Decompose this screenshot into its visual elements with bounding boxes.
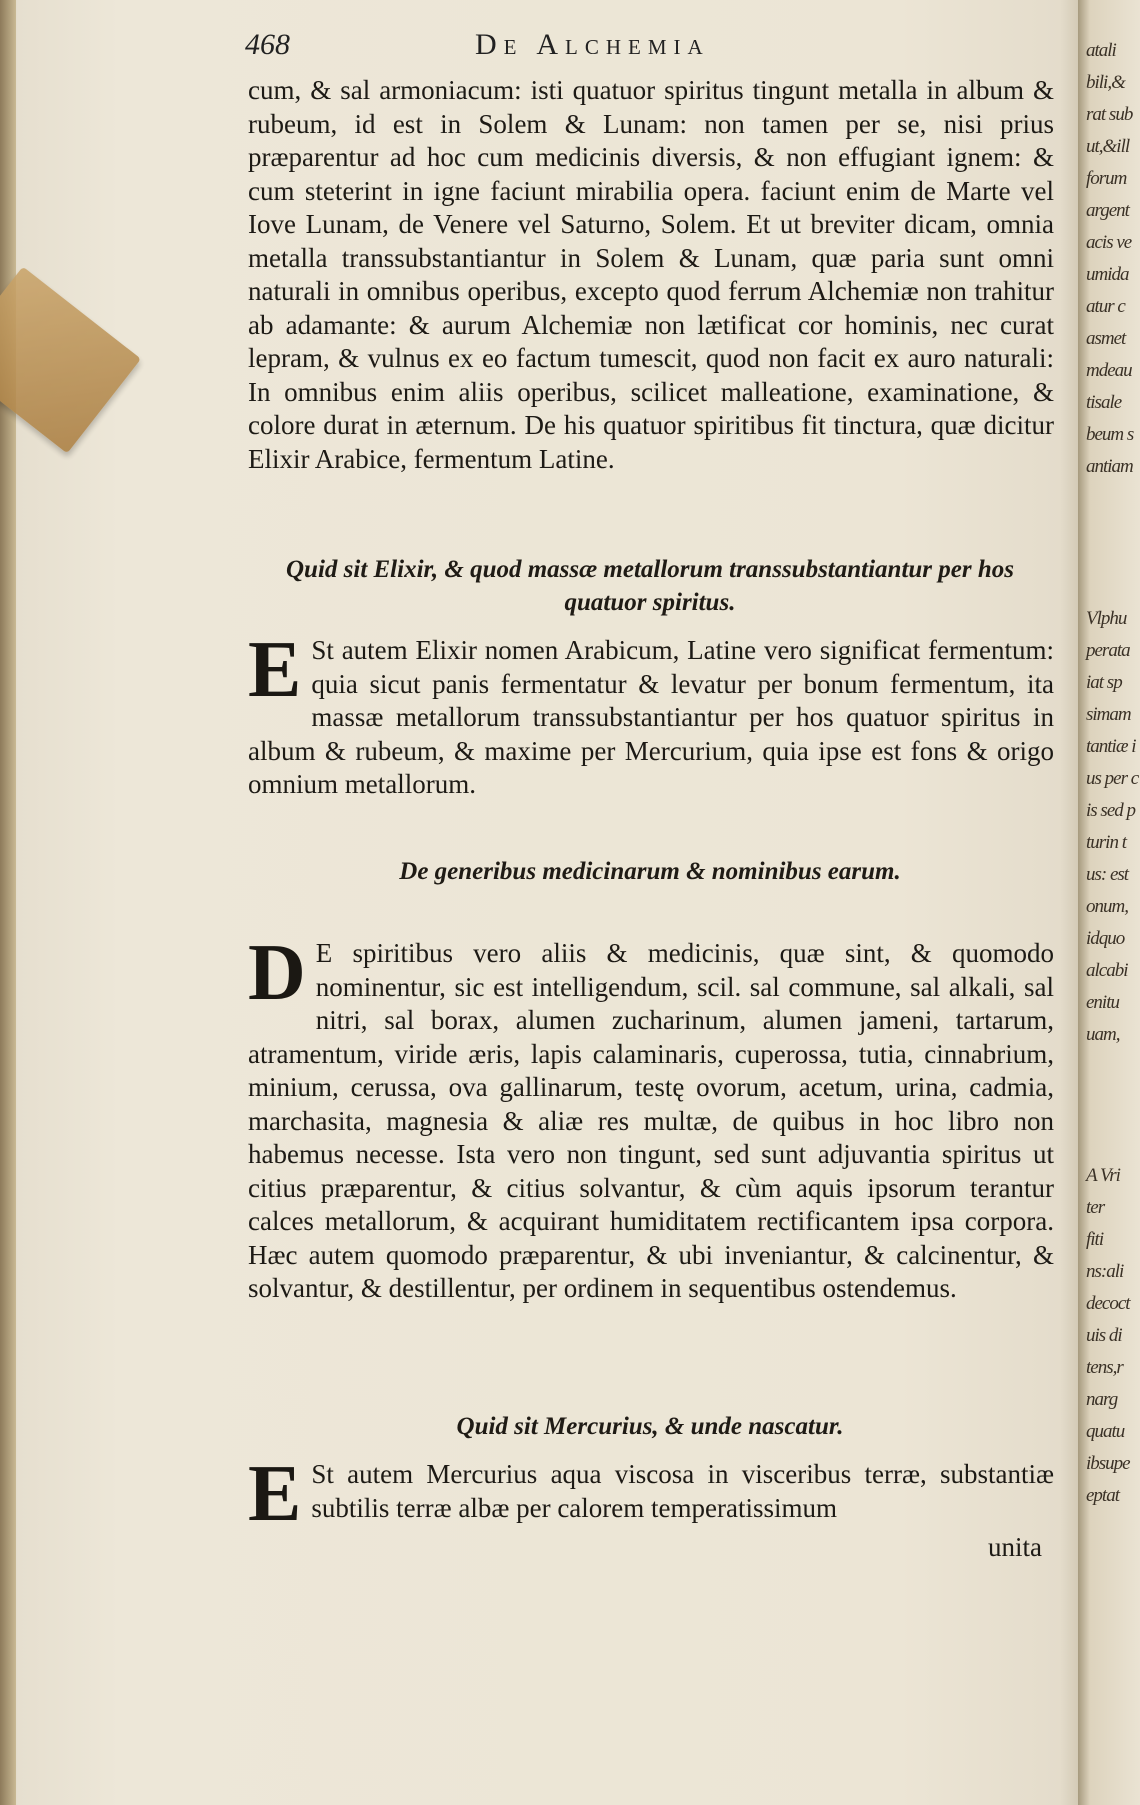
adjacent-page-fragment: ter bbox=[1086, 1197, 1105, 1218]
adjacent-page-fragment: Vlphu bbox=[1086, 608, 1127, 629]
adjacent-page-fragment: quatu bbox=[1086, 1421, 1125, 1442]
section-heading-medicines: De generibus medicinarum & nominibus earum. bbox=[399, 858, 901, 885]
adjacent-page-fragment: onum, bbox=[1086, 896, 1128, 917]
adjacent-page-fragment: tantiæ i bbox=[1086, 736, 1136, 757]
paragraph-text: E spiritibus vero aliis & medicinis, quæ sint, & quomodo nominentur, sic est intelligendum, scil. sal commune, sal alkali, sal nitri, sal borax, alumen zucharinum, alumen jameni, tartarum, atramentum, viride æris, lapis calaminaris, cuperossa, tutia, cinnabrium, minium, cerussa, ova gallinarum, testę ovorum, acetum, urina, cadmia, marchasita, magnesia & aliæ res multæ, de quibus in hoc libro non habemus necesse. Ista vero non tingunt, sed sunt adjuvantia spiritus ut citius præparentur, & citius solvantur, & cùm aquis ipsorum terantur calces metallorum, & acquirant humiditatem rectificantem ipsa corpora. Hæc autem quomodo præparentur, & ubi inveniantur, & calcinentur, & solvantur, & destillentur, per ordinem in sequentibus ostendemus. bbox=[248, 938, 1054, 1303]
adjacent-page-fragment: turin t bbox=[1086, 832, 1126, 853]
drop-cap: D bbox=[248, 929, 306, 1017]
adjacent-page-fragment: decoct bbox=[1086, 1293, 1130, 1314]
section-heading-elixir: Quid sit Elixir, & quod massæ metallorum transsubstantiantur per hos quatuor spiritus. bbox=[285, 556, 1014, 616]
adjacent-page-fragment: tisale bbox=[1086, 392, 1122, 413]
paper-bookmark-tab bbox=[0, 267, 141, 454]
adjacent-page-fragment: acis ve bbox=[1086, 232, 1132, 253]
page-left-edge bbox=[0, 0, 16, 1805]
adjacent-page-fragment: asmet bbox=[1086, 328, 1126, 349]
paragraph-text: St autem Mercurius aqua viscosa in visceribus terræ, substantiæ subtilis terræ albæ per calorem temperatissimum bbox=[311, 1459, 1054, 1523]
adjacent-page-fragment: A Vri bbox=[1086, 1165, 1120, 1186]
adjacent-page-fragment: eptat bbox=[1086, 1485, 1119, 1506]
adjacent-page-fragment: uis di bbox=[1086, 1325, 1122, 1346]
adjacent-page-fragment: alcabi bbox=[1086, 960, 1128, 981]
adjacent-page-fragment: narg bbox=[1086, 1389, 1118, 1410]
adjacent-page-fragment: is sed p bbox=[1086, 800, 1135, 821]
adjacent-page-fragment: us: est bbox=[1086, 864, 1129, 885]
adjacent-page-fragment: ns:ali bbox=[1086, 1261, 1124, 1282]
adjacent-page-fragment: beum s bbox=[1086, 424, 1134, 445]
page-header bbox=[245, 28, 965, 68]
paragraph-continuation: cum, & sal armoniacum: isti quatuor spiritus tingunt metalla in album & rubeum, id est in Solem & Lunam: non tamen per se, nisi prius præparentur ad hoc cum medicinis diversis, & non effugiant ignem: & cum steterint in igne faciunt mirabilia opera. faciunt enim de Marte vel Iove Lunam, de Venere vel Saturno, Solem. Et ut breviter dicam, omnia metalla transsubstantiantur in Solem & Lunam, quæ paria sunt omni naturali in omnibus operibus, excepto quod ferrum Alchemiæ non trahitur ab adamante: & aurum Alchemiæ non lætificat cor hominis, nec curat lepram, & vulnus ex eo factum tumescit, quod non facit ex auro naturali: In omnibus enim aliis operibus, scilicet malleatione, examinatione, & colore durat in æternum. De his quatuor spiritibus fit tinctura, quæ dicitur Elixir Arabice, fermentum Latine. bbox=[248, 75, 1054, 474]
paragraph-text: St autem Elixir nomen Arabicum, Latine vero significat fermentum: quia sicut panis fermentatur & levatur per bonum fermentum, ita massæ metallorum transsubstantiantur per hos quatuor spiritus in album & rubeum, & maxime per Mercurium, quia ipse est fons & origo omnium metallorum. bbox=[248, 635, 1054, 799]
adjacent-page-fragment: fiti bbox=[1086, 1229, 1104, 1250]
adjacent-page-fragment: mdeau bbox=[1086, 360, 1132, 381]
running-head: De Alchemia bbox=[475, 28, 710, 61]
adjacent-page-fragment: us per c bbox=[1086, 768, 1139, 789]
adjacent-page-fragment: forum bbox=[1086, 168, 1127, 189]
paragraph-elixir bbox=[248, 626, 1054, 802]
adjacent-page-fragment: perata bbox=[1086, 640, 1130, 661]
adjacent-page-fragment: idquo bbox=[1086, 928, 1125, 949]
adjacent-page-fragment: enitu bbox=[1086, 992, 1119, 1013]
adjacent-page-fragment: simam bbox=[1086, 704, 1131, 725]
adjacent-page-fragment: rat sub bbox=[1086, 104, 1133, 125]
page-number: 468 bbox=[245, 28, 290, 61]
section-heading-mercurius: Quid sit Mercurius, & unde nascatur. bbox=[456, 1413, 844, 1440]
adjacent-page-fragment: bili,& bbox=[1086, 72, 1125, 93]
adjacent-page-fragment: tens,r bbox=[1086, 1357, 1123, 1378]
adjacent-page-fragment: antiam bbox=[1086, 456, 1133, 477]
adjacent-page-fragment: ibsupe bbox=[1086, 1453, 1130, 1474]
adjacent-page-fragment: atur c bbox=[1086, 296, 1125, 317]
adjacent-page-fragment: umida bbox=[1086, 264, 1129, 285]
adjacent-page-fragment: argent bbox=[1086, 200, 1129, 221]
catchword: unita bbox=[988, 1532, 1042, 1562]
adjacent-page-fragment: iat sp bbox=[1086, 672, 1122, 693]
adjacent-page-edge bbox=[1078, 0, 1140, 1805]
adjacent-page-fragment: uam, bbox=[1086, 1024, 1120, 1045]
adjacent-page-fragment: ut,&ill bbox=[1086, 136, 1130, 157]
drop-cap: E bbox=[248, 1450, 302, 1538]
paragraph-medicines bbox=[248, 929, 1054, 1306]
adjacent-page-fragment: atali bbox=[1086, 40, 1116, 61]
paragraph-mercurius bbox=[248, 1450, 1054, 1538]
drop-cap: E bbox=[248, 626, 302, 714]
